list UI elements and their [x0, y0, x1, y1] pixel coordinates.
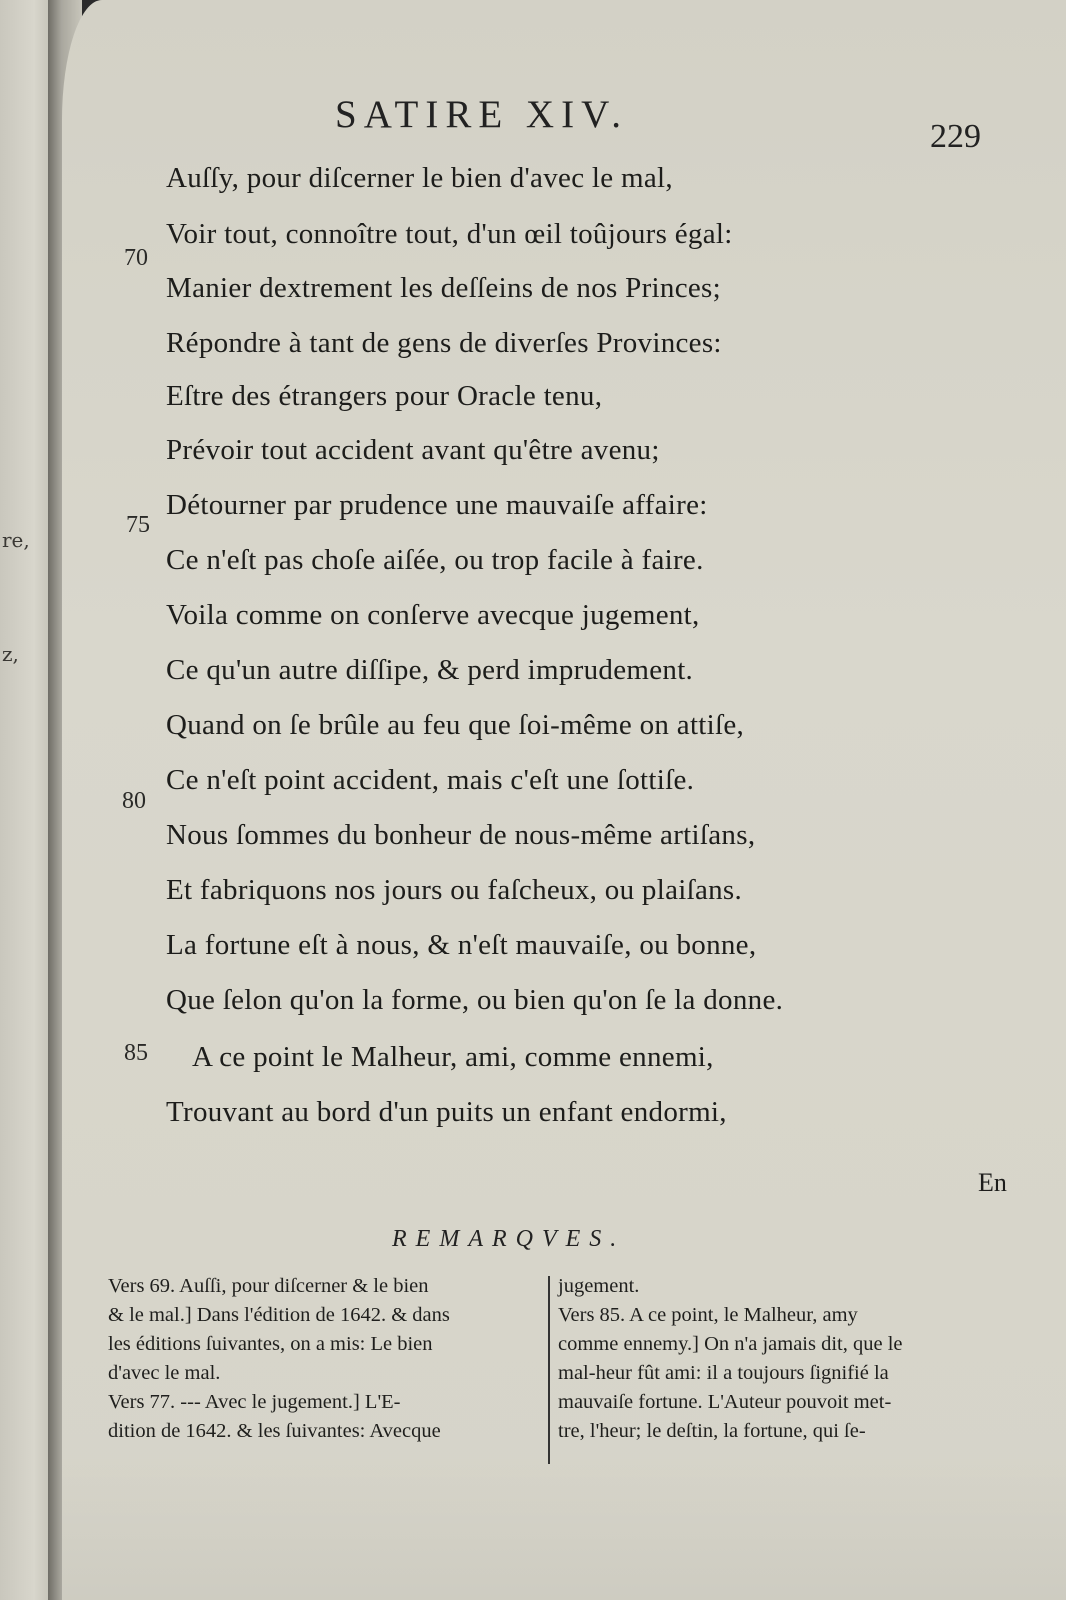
facing-page-fragment: z, [2, 642, 19, 666]
verse-line: Ce qu'un autre diſſipe, & perd imprudement. [166, 654, 694, 686]
verse-line: Quand on ſe brûle au feu que ſoi-même on attiſe, [166, 709, 745, 741]
note-line: dition de 1642. & les ſuivantes: Avecque [108, 1420, 441, 1442]
verse-line: Eſtre des étrangers pour Oracle tenu, [166, 380, 603, 412]
note-line: Vers 85. A ce point, le Malheur, amy [558, 1304, 858, 1326]
verse-line: La fortune eſt à nous, & n'eſt mauvaiſe, ou bonne, [166, 929, 757, 961]
verse-line: Ce n'eſt pas choſe aiſée, ou trop facile à faire. [166, 544, 704, 576]
line-number: 85 [124, 1040, 148, 1066]
note-line: jugement. [558, 1275, 640, 1297]
verse-line: Manier dextrement les deſſeins de nos Princes; [166, 272, 721, 304]
verse-line: Répondre à tant de gens de diverſes Provinces: [166, 327, 722, 359]
verse-line: Voila comme on conſerve avecque jugement, [166, 599, 700, 631]
note-line: mauvaiſe fortune. L'Auteur pouvoit met- [558, 1391, 892, 1413]
verse-line: Prévoir tout accident avant qu'être avenu; [166, 434, 660, 466]
page-shadow [62, 1450, 1066, 1600]
verse-line: Détourner par prudence une mauvaiſe affaire: [166, 489, 708, 521]
note-line: les éditions ſuivantes, on a mis: Le bien [108, 1333, 433, 1355]
verse-line: Trouvant au bord d'un puits un enfant endormi, [166, 1096, 727, 1128]
note-line: mal-heur fût ami: il a toujours ſignifié la [558, 1362, 889, 1384]
verse-line: A ce point le Malheur, ami, comme ennemi, [192, 1041, 714, 1073]
catchword: En [978, 1168, 1007, 1197]
verse-line: Auſſy, pour diſcerner le bien d'avec le mal, [166, 162, 673, 194]
line-number: 80 [122, 788, 146, 814]
line-number: 75 [126, 512, 150, 538]
page-number: 229 [930, 118, 981, 155]
note-line: Vers 77. --- Avec le jugement.] L'E- [108, 1391, 401, 1413]
note-line: comme ennemy.] On n'a jamais dit, que le [558, 1333, 903, 1355]
remarques-heading: REMARQVES. [392, 1226, 626, 1252]
note-line: & le mal.] Dans l'édition de 1642. & dans [108, 1304, 450, 1326]
running-title: SATIRE XIV. [335, 93, 628, 136]
note-line: Vers 69. Auſſi, pour diſcerner & le bien [108, 1275, 429, 1297]
line-number: 70 [124, 245, 148, 271]
verse-line: Que ſelon qu'on la forme, ou bien qu'on ſe la donne. [166, 984, 784, 1016]
column-divider [548, 1276, 550, 1464]
verse-line: Et fabriquons nos jours ou faſcheux, ou plaiſans. [166, 874, 743, 906]
verse-line: Voir tout, connoître tout, d'un œil toûjours égal: [166, 218, 733, 250]
remarques-right-column [558, 1272, 903, 1446]
remarques-left-column [108, 1272, 450, 1446]
note-line: tre, l'heur; le deſtin, la fortune, qui ſe- [558, 1420, 866, 1442]
note-line: d'avec le mal. [108, 1362, 221, 1384]
facing-page-fragment: re, [2, 528, 30, 552]
verse-line: Ce n'eſt point accident, mais c'eſt une ſottiſe. [166, 764, 695, 796]
verse-line: Nous ſommes du bonheur de nous-même artiſans, [166, 819, 756, 851]
